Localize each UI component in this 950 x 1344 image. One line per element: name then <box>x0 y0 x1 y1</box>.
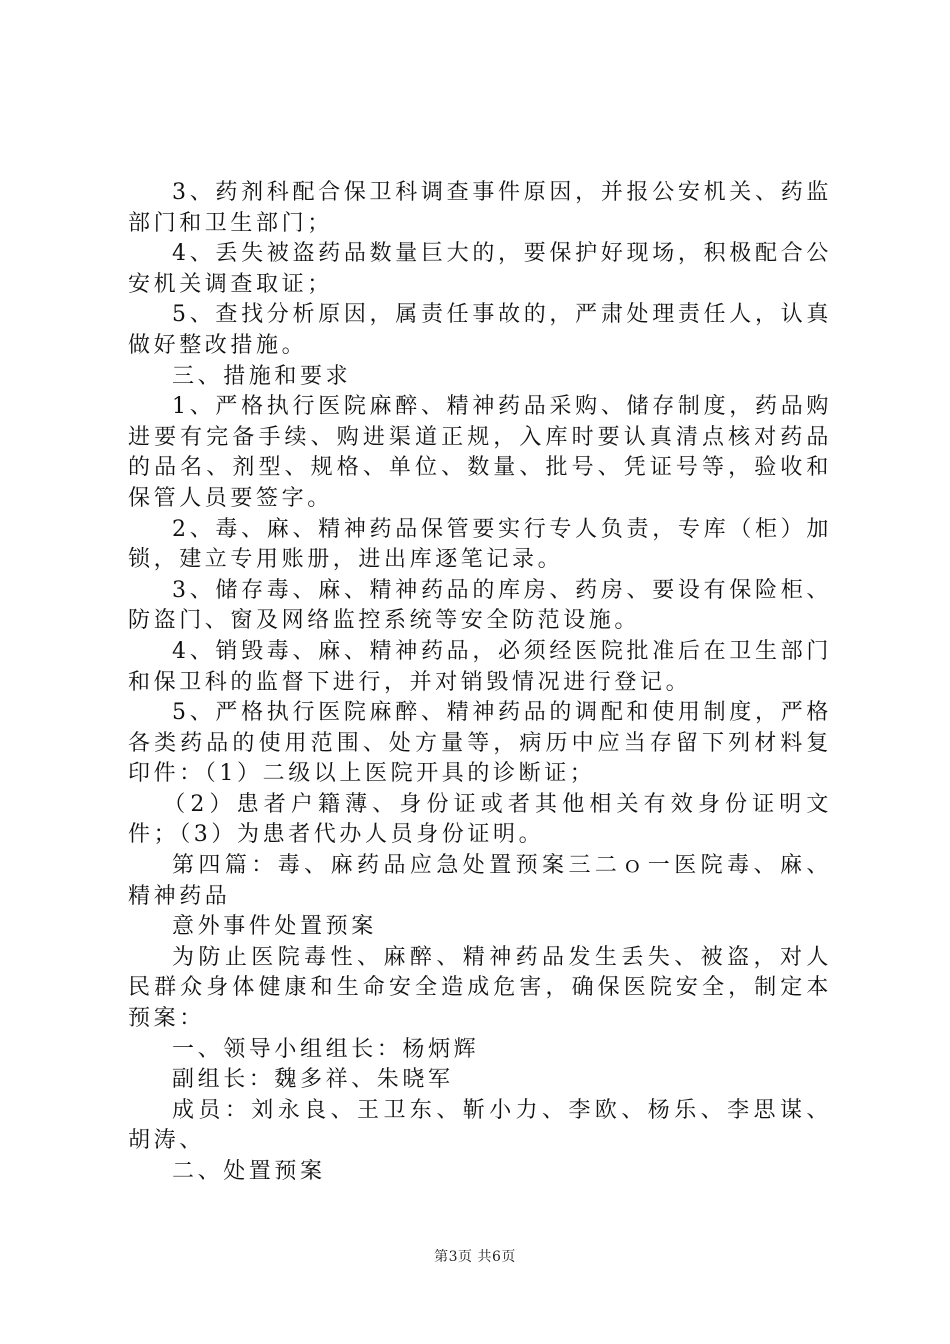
leader-line: 一、领导小组组长：杨炳辉 <box>172 1036 480 1062</box>
document-body <box>128 178 832 1188</box>
members-line: 成员：刘永良、王卫东、靳小力、李欧、杨乐、李思谋、胡涛、 <box>128 1097 832 1154</box>
chapter-subtitle: 意外事件处置预案 <box>172 914 377 940</box>
measure-item-4: 4、销毁毒、麻、精神药品，必须经医院批准后在卫生部门和保卫科的监督下进行，并对销毁情况进行登记。 <box>128 638 832 695</box>
chapter-title: 第四篇：毒、麻药品应急处置预案三二ｏ一医院毒、麻、精神药品 <box>128 853 832 909</box>
paragraph-item-5: 5、查找分析原因，属责任事故的，严肃处理责任人，认真做好整改措施。 <box>128 302 832 358</box>
measure-item-5: 5、严格执行医院麻醉、精神药品的调配和使用制度，严格各类药品的使用范围、处方量等，病历中应当存留下列材料复印件：（1）二级以上医院开具的诊断证； <box>128 700 832 787</box>
purpose-paragraph: 为防止医院毒性、麻醉、精神药品发生丢失、被盗，对人民群众身体健康和生命安全造成危害，确保医院安全，制定本预案： <box>128 944 832 1032</box>
page-number-footer: 第3页 共6页 <box>434 1249 516 1265</box>
section-heading-measures: 三、措施和要求 <box>172 363 352 389</box>
measure-item-3: 3、储存毒、麻、精神药品的库房、药房、要设有保险柜、防盗门、窗及网络监控系统等安全防范设施。 <box>128 577 832 634</box>
paragraph-item-4: 4、丢失被盗药品数量巨大的，要保护好现场，积极配合公安机关调查取证； <box>128 241 832 297</box>
deputy-leader-line: 副组长：魏多祥、朱晓军 <box>172 1067 454 1093</box>
paragraph-item-3: 3、药剂科配合保卫科调查事件原因，并报公安机关、药监部门和卫生部门； <box>128 180 832 236</box>
section-heading-plan: 二、处置预案 <box>172 1159 326 1184</box>
measure-item-2: 2、毒、麻、精神药品保管要实行专人负责，专库（柜）加锁，建立专用账册，进出库逐笔记录。 <box>128 516 832 573</box>
measure-item-5-continued: （2）患者户籍薄、身份证或者其他相关有效身份证明文件；（3）为患者代办人员身份证明。 <box>128 791 832 848</box>
measure-item-1: 1、严格执行医院麻醉、精神药品采购、储存制度，药品购进要有完备手续、购进渠道正规，入库时要认真清点核对药品的品名、剂型、规格、单位、数量、批号、凭证号等，验收和保管人员要签字。 <box>128 394 832 511</box>
